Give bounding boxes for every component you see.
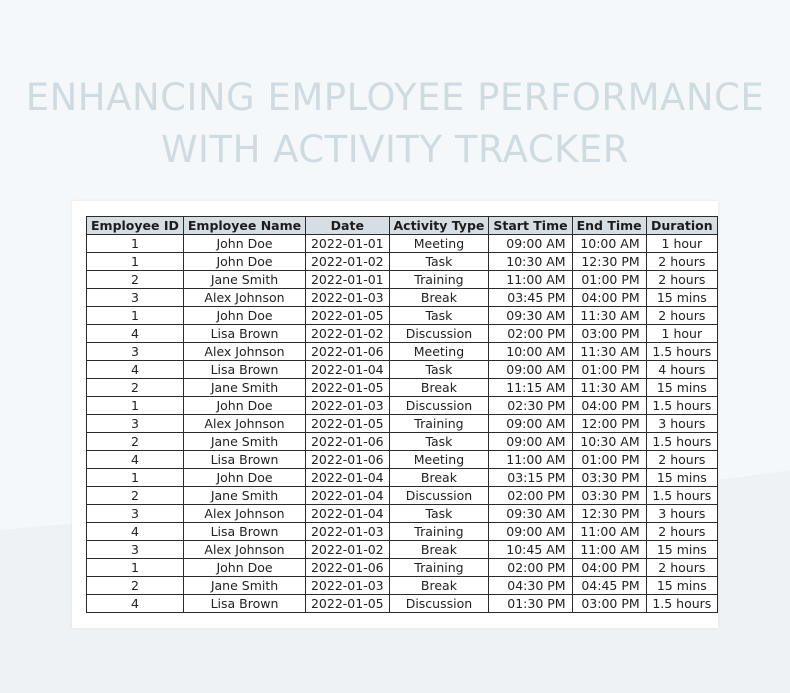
end-time-cell: 11:00 AM — [572, 541, 646, 559]
title-line-2: WITH ACTIVITY TRACKER — [160, 128, 630, 171]
date-cell: 2022-01-04 — [306, 487, 389, 505]
activity-type-cell: Meeting — [389, 451, 489, 469]
duration-cell: 15 mins — [646, 541, 717, 559]
duration-cell: 1.5 hours — [646, 595, 717, 613]
employee-id-cell: 4 — [87, 523, 184, 541]
employee-id-cell: 3 — [87, 505, 184, 523]
employee-id-cell: 2 — [87, 271, 184, 289]
duration-cell: 2 hours — [646, 253, 717, 271]
employee-name-cell: John Doe — [183, 307, 305, 325]
employee-id-cell: 1 — [87, 235, 184, 253]
duration-cell: 1.5 hours — [646, 487, 717, 505]
date-cell: 2022-01-06 — [306, 559, 389, 577]
duration-cell: 3 hours — [646, 505, 717, 523]
start-time-cell: 09:00 AM — [489, 235, 572, 253]
date-cell: 2022-01-03 — [306, 289, 389, 307]
table-row — [87, 325, 718, 343]
activity-type-cell: Task — [389, 307, 489, 325]
end-time-cell: 11:30 AM — [572, 343, 646, 361]
employee-id-cell: 1 — [87, 253, 184, 271]
employee-name-cell: John Doe — [183, 559, 305, 577]
start-time-cell: 10:30 AM — [489, 253, 572, 271]
employee-name-header: Employee Name — [183, 217, 305, 235]
start-time-header: Start Time — [489, 217, 572, 235]
table-row — [87, 253, 718, 271]
date-cell: 2022-01-04 — [306, 469, 389, 487]
duration-cell: 2 hours — [646, 451, 717, 469]
employee-id-cell: 2 — [87, 433, 184, 451]
start-time-cell: 11:00 AM — [489, 451, 572, 469]
table-row — [87, 577, 718, 595]
duration-cell: 2 hours — [646, 523, 717, 541]
table-row — [87, 469, 718, 487]
employee-name-cell: Lisa Brown — [183, 451, 305, 469]
end-time-cell: 04:45 PM — [572, 577, 646, 595]
date-cell: 2022-01-06 — [306, 451, 389, 469]
start-time-cell: 02:00 PM — [489, 325, 572, 343]
date-cell: 2022-01-06 — [306, 343, 389, 361]
employee-id-cell: 4 — [87, 451, 184, 469]
employee-id-cell: 3 — [87, 541, 184, 559]
date-cell: 2022-01-03 — [306, 577, 389, 595]
start-time-cell: 11:00 AM — [489, 271, 572, 289]
duration-cell: 15 mins — [646, 577, 717, 595]
date-cell: 2022-01-05 — [306, 415, 389, 433]
start-time-cell: 09:00 AM — [489, 433, 572, 451]
employee-name-cell: Lisa Brown — [183, 523, 305, 541]
spreadsheet-card — [72, 201, 718, 628]
table-row — [87, 595, 718, 613]
activity-type-cell: Training — [389, 523, 489, 541]
title-line-1: ENHANCING EMPLOYEE PERFORMANCE — [25, 76, 765, 119]
table-row — [87, 361, 718, 379]
employee-id-cell: 2 — [87, 487, 184, 505]
employee-name-cell: Alex Johnson — [183, 505, 305, 523]
duration-cell: 15 mins — [646, 469, 717, 487]
end-time-cell: 11:30 AM — [572, 307, 646, 325]
employee-name-cell: John Doe — [183, 397, 305, 415]
table-row — [87, 505, 718, 523]
employee-id-cell: 4 — [87, 361, 184, 379]
employee-name-cell: Jane Smith — [183, 577, 305, 595]
table-row — [87, 289, 718, 307]
activity-type-cell: Break — [389, 379, 489, 397]
activity-type-cell: Meeting — [389, 235, 489, 253]
employee-name-cell: Jane Smith — [183, 487, 305, 505]
table-row — [87, 487, 718, 505]
activity-type-cell: Break — [389, 469, 489, 487]
end-time-cell: 03:30 PM — [572, 487, 646, 505]
duration-cell: 15 mins — [646, 379, 717, 397]
employee-id-header: Employee ID — [87, 217, 184, 235]
employee-name-cell: Lisa Brown — [183, 595, 305, 613]
employee-id-cell: 1 — [87, 307, 184, 325]
date-cell: 2022-01-03 — [306, 397, 389, 415]
employee-id-cell: 3 — [87, 289, 184, 307]
table-row — [87, 397, 718, 415]
start-time-cell: 09:00 AM — [489, 415, 572, 433]
end-time-cell: 04:00 PM — [572, 559, 646, 577]
page-title — [0, 72, 790, 176]
activity-table — [86, 216, 718, 613]
start-time-cell: 02:00 PM — [489, 559, 572, 577]
employee-id-cell: 4 — [87, 595, 184, 613]
date-cell: 2022-01-06 — [306, 433, 389, 451]
employee-name-cell: Alex Johnson — [183, 541, 305, 559]
activity-type-cell: Training — [389, 415, 489, 433]
end-time-cell: 04:00 PM — [572, 397, 646, 415]
table-row — [87, 343, 718, 361]
start-time-cell: 11:15 AM — [489, 379, 572, 397]
end-time-cell: 12:30 PM — [572, 253, 646, 271]
duration-cell: 1.5 hours — [646, 433, 717, 451]
table-row — [87, 235, 718, 253]
date-cell: 2022-01-05 — [306, 595, 389, 613]
start-time-cell: 03:15 PM — [489, 469, 572, 487]
start-time-cell: 09:00 AM — [489, 361, 572, 379]
duration-cell: 2 hours — [646, 307, 717, 325]
end-time-header: End Time — [572, 217, 646, 235]
date-cell: 2022-01-01 — [306, 235, 389, 253]
table-row — [87, 433, 718, 451]
employee-name-cell: Alex Johnson — [183, 343, 305, 361]
start-time-cell: 02:30 PM — [489, 397, 572, 415]
employee-id-cell: 2 — [87, 379, 184, 397]
activity-type-cell: Break — [389, 541, 489, 559]
end-time-cell: 11:00 AM — [572, 523, 646, 541]
start-time-cell: 02:00 PM — [489, 487, 572, 505]
activity-type-cell: Break — [389, 577, 489, 595]
activity-type-header: Activity Type — [389, 217, 489, 235]
end-time-cell: 03:30 PM — [572, 469, 646, 487]
start-time-cell: 09:00 AM — [489, 523, 572, 541]
activity-type-cell: Discussion — [389, 595, 489, 613]
end-time-cell: 01:00 PM — [572, 361, 646, 379]
date-cell: 2022-01-05 — [306, 379, 389, 397]
duration-cell: 1 hour — [646, 325, 717, 343]
activity-type-cell: Task — [389, 361, 489, 379]
employee-id-cell: 1 — [87, 559, 184, 577]
table-row — [87, 541, 718, 559]
table-row — [87, 379, 718, 397]
end-time-cell: 10:00 AM — [572, 235, 646, 253]
employee-name-cell: Alex Johnson — [183, 415, 305, 433]
employee-name-cell: Alex Johnson — [183, 289, 305, 307]
table-row — [87, 415, 718, 433]
employee-name-cell: Lisa Brown — [183, 325, 305, 343]
duration-cell: 15 mins — [646, 289, 717, 307]
employee-name-cell: John Doe — [183, 253, 305, 271]
employee-name-cell: Jane Smith — [183, 271, 305, 289]
date-cell: 2022-01-01 — [306, 271, 389, 289]
activity-type-cell: Task — [389, 505, 489, 523]
activity-type-cell: Discussion — [389, 397, 489, 415]
start-time-cell: 09:30 AM — [489, 505, 572, 523]
table-row — [87, 451, 718, 469]
start-time-cell: 03:45 PM — [489, 289, 572, 307]
employee-name-cell: Jane Smith — [183, 379, 305, 397]
start-time-cell: 10:00 AM — [489, 343, 572, 361]
date-cell: 2022-01-02 — [306, 253, 389, 271]
end-time-cell: 10:30 AM — [572, 433, 646, 451]
table-row — [87, 523, 718, 541]
table-row — [87, 307, 718, 325]
employee-id-cell: 1 — [87, 397, 184, 415]
end-time-cell: 03:00 PM — [572, 595, 646, 613]
duration-cell: 1.5 hours — [646, 397, 717, 415]
end-time-cell: 11:30 AM — [572, 379, 646, 397]
date-cell: 2022-01-04 — [306, 505, 389, 523]
employee-name-cell: Jane Smith — [183, 433, 305, 451]
duration-cell: 2 hours — [646, 559, 717, 577]
end-time-cell: 12:30 PM — [572, 505, 646, 523]
activity-type-cell: Meeting — [389, 343, 489, 361]
employee-id-cell: 3 — [87, 415, 184, 433]
employee-id-cell: 2 — [87, 577, 184, 595]
date-cell: 2022-01-03 — [306, 523, 389, 541]
end-time-cell: 04:00 PM — [572, 289, 646, 307]
employee-name-cell: Lisa Brown — [183, 361, 305, 379]
activity-type-cell: Training — [389, 271, 489, 289]
employee-id-cell: 1 — [87, 469, 184, 487]
table-row — [87, 271, 718, 289]
end-time-cell: 03:00 PM — [572, 325, 646, 343]
activity-type-cell: Task — [389, 253, 489, 271]
employee-name-cell: John Doe — [183, 469, 305, 487]
table-body — [87, 235, 718, 613]
duration-cell: 4 hours — [646, 361, 717, 379]
employee-id-cell: 3 — [87, 343, 184, 361]
activity-type-cell: Discussion — [389, 325, 489, 343]
activity-type-cell: Break — [389, 289, 489, 307]
end-time-cell: 01:00 PM — [572, 271, 646, 289]
activity-type-cell: Task — [389, 433, 489, 451]
duration-cell: 3 hours — [646, 415, 717, 433]
activity-type-cell: Training — [389, 559, 489, 577]
duration-header: Duration — [646, 217, 717, 235]
table-header-row — [87, 217, 718, 235]
date-cell: 2022-01-02 — [306, 541, 389, 559]
date-cell: 2022-01-04 — [306, 361, 389, 379]
start-time-cell: 04:30 PM — [489, 577, 572, 595]
date-header: Date — [306, 217, 389, 235]
start-time-cell: 01:30 PM — [489, 595, 572, 613]
date-cell: 2022-01-05 — [306, 307, 389, 325]
start-time-cell: 09:30 AM — [489, 307, 572, 325]
employee-name-cell: John Doe — [183, 235, 305, 253]
activity-type-cell: Discussion — [389, 487, 489, 505]
start-time-cell: 10:45 AM — [489, 541, 572, 559]
duration-cell: 1 hour — [646, 235, 717, 253]
end-time-cell: 12:00 PM — [572, 415, 646, 433]
table-row — [87, 559, 718, 577]
duration-cell: 2 hours — [646, 271, 717, 289]
duration-cell: 1.5 hours — [646, 343, 717, 361]
date-cell: 2022-01-02 — [306, 325, 389, 343]
employee-id-cell: 4 — [87, 325, 184, 343]
end-time-cell: 01:00 PM — [572, 451, 646, 469]
